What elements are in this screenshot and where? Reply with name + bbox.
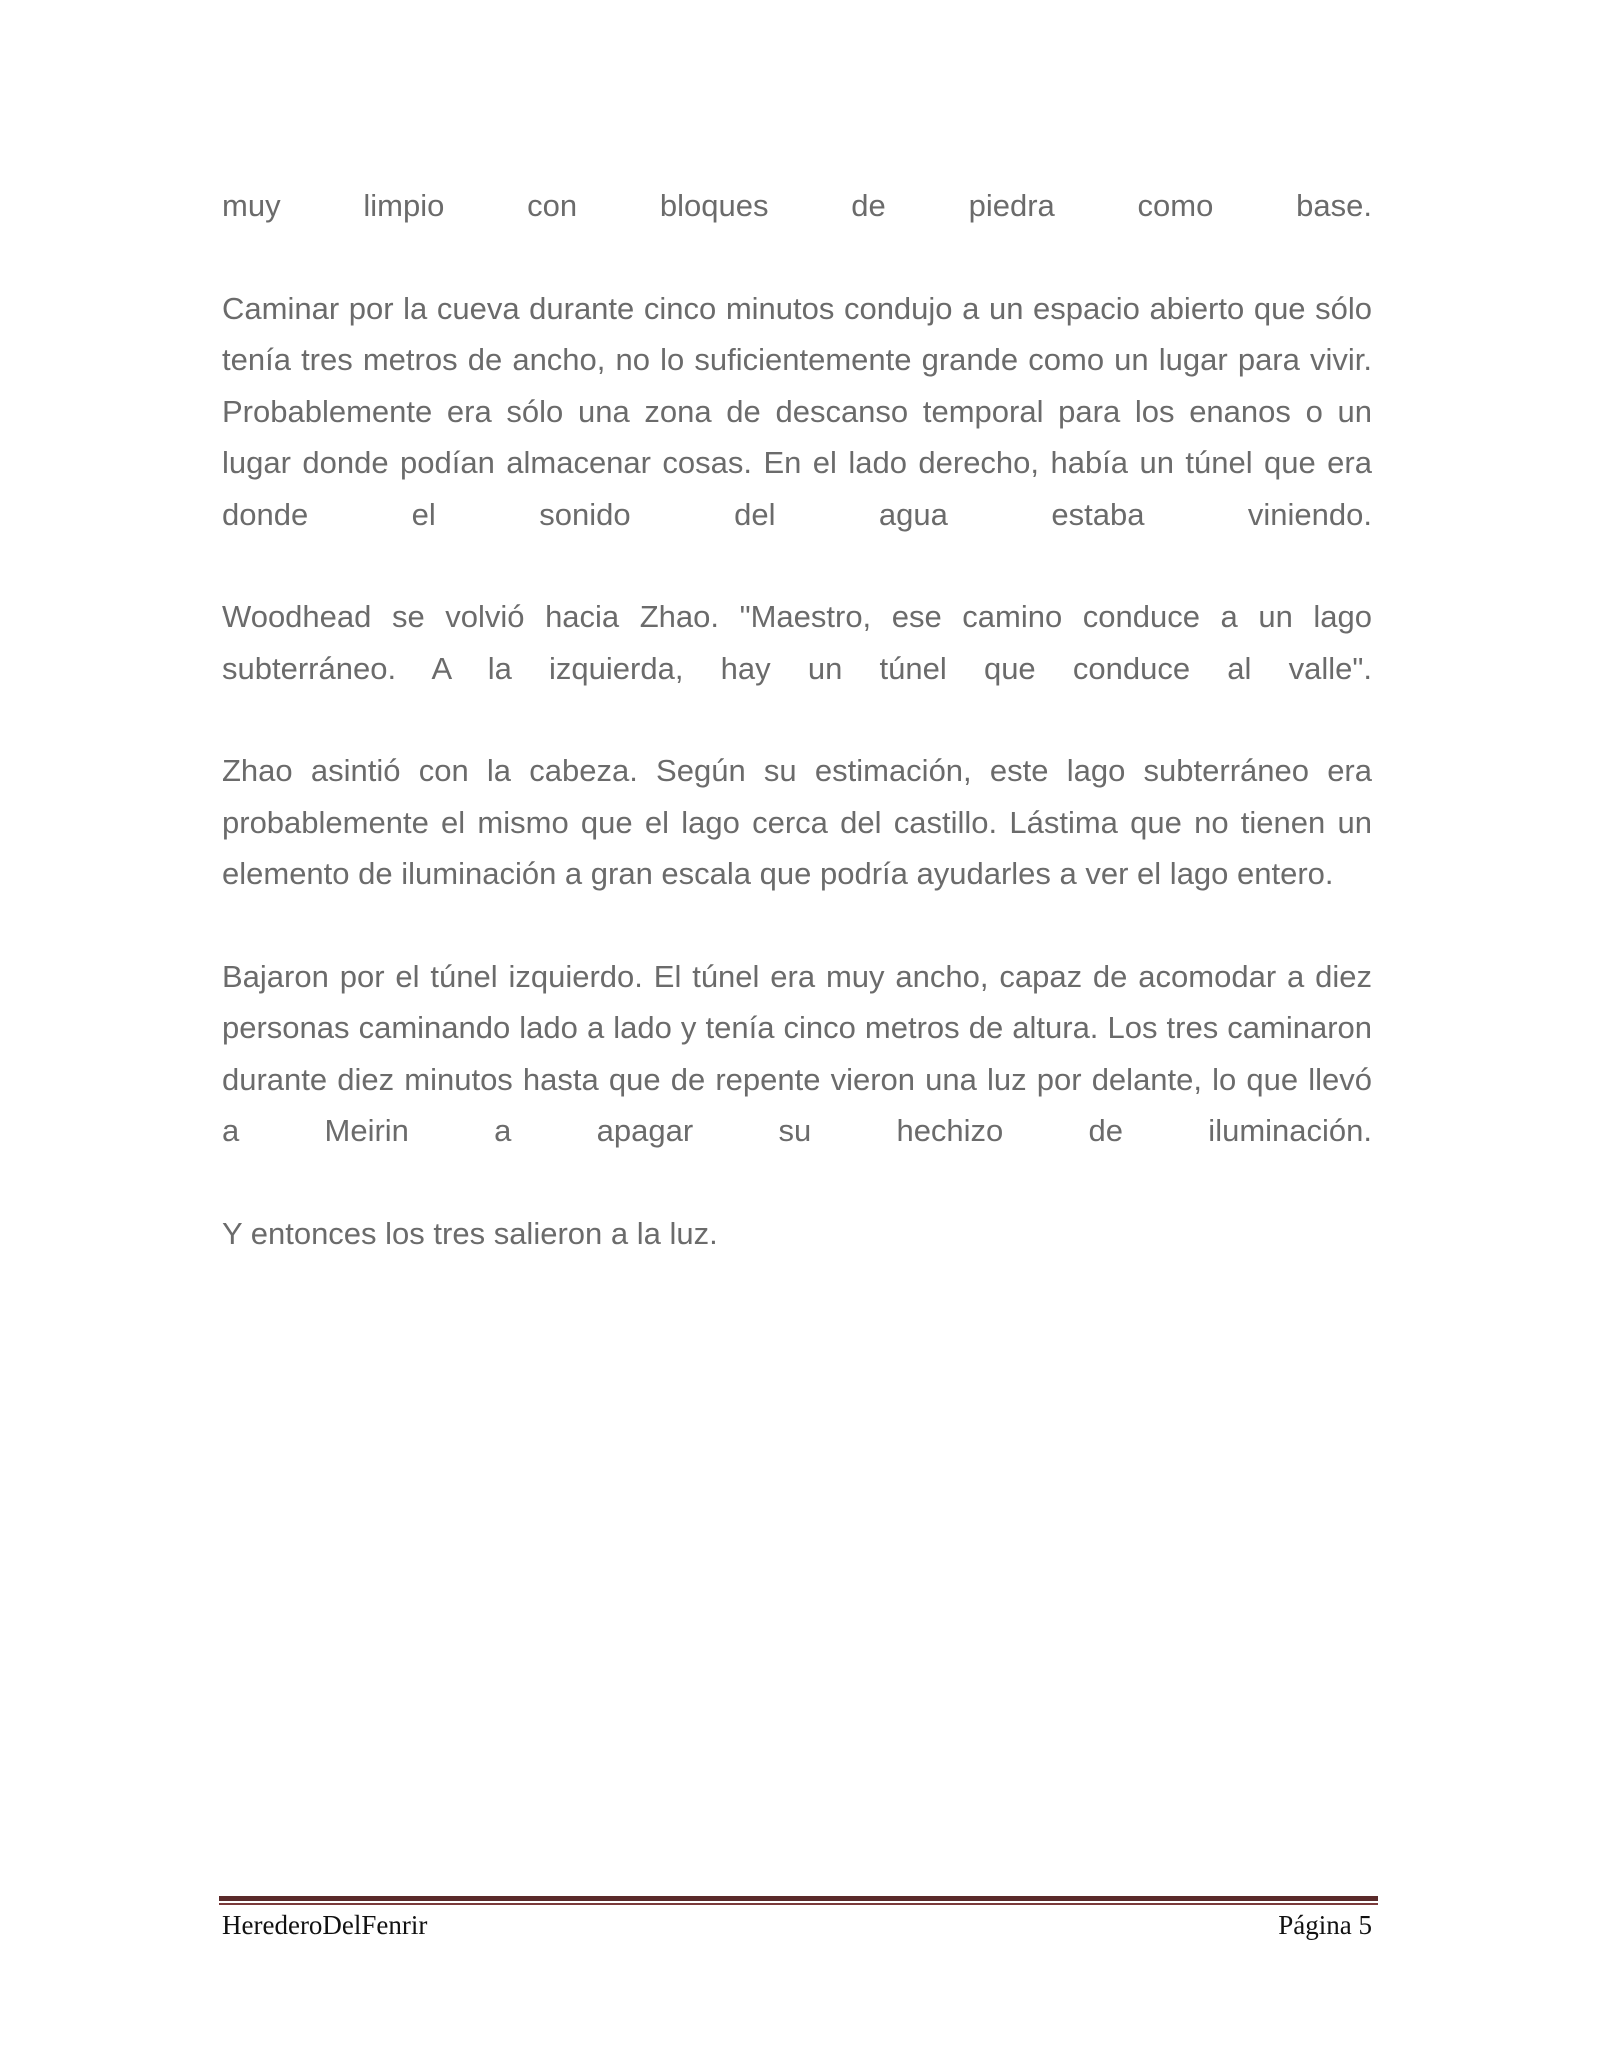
paragraph-2: Caminar por la cueva durante cinco minutos condujo a un espacio abierto que sólo tenía tres metros de ancho, no lo suficientemente grande como un lugar para vivir. Probablemente era sólo una zona de descanso temporal para los enanos o un lugar donde podían almacenar cosas. En el lado derecho, había un túnel que era donde el sonido del agua estaba viniendo.: [222, 290, 1372, 532]
footer-divider-thick: [219, 1896, 1378, 1901]
paragraph-1: muy limpio con bloques de piedra como base.: [222, 188, 1372, 223]
paragraph-4: Zhao asintió con la cabeza. Según su estimación, este lago subterráneo era probablemente el mismo que el lago cerca del castillo. Lástima que no tienen un elemento de iluminación a gran escala que podría ayudarles a ver el lago entero.: [222, 753, 1372, 891]
paragraph-6: Y entonces los tres salieron a la luz.: [222, 1215, 718, 1251]
footer-divider: [219, 1896, 1378, 1905]
page-footer: [222, 1905, 1372, 1945]
paragraph-3: Woodhead se volvió hacia Zhao. "Maestro, ese camino conduce a un lago subterráneo. A la izquierda, hay un túnel que conduce al valle".: [222, 599, 1372, 686]
footer-author: HerederoDelFenrir: [222, 1910, 428, 1940]
footer-page-number: Página 5: [1278, 1910, 1372, 1940]
paragraph-5: Bajaron por el túnel izquierdo. El túnel era muy ancho, capaz de acomodar a diez personas caminando lado a lado y tenía cinco metros de altura. Los tres caminaron durante diez minutos hasta que de repente vieron una luz por delante, lo que llevó a Meirin a apagar su hechizo de iluminación.: [222, 958, 1372, 1148]
page-body: [222, 180, 1372, 1310]
